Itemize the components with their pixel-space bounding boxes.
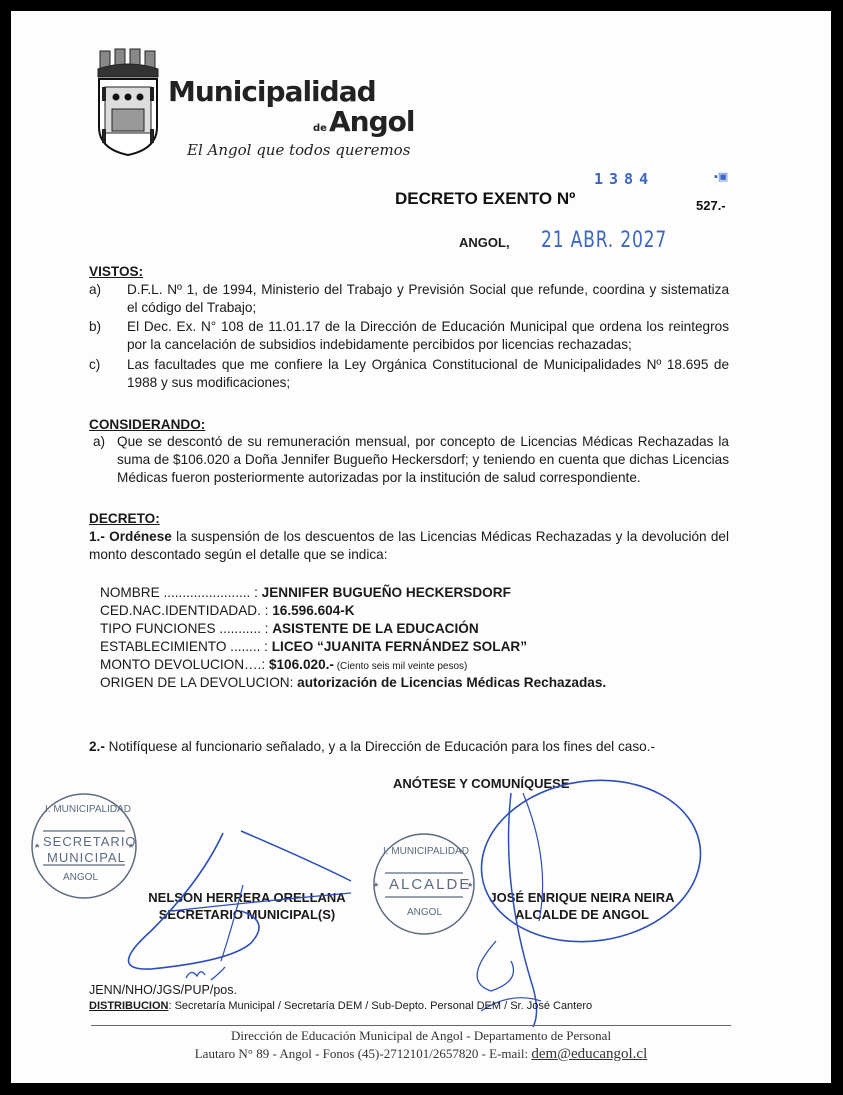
initials-scribble [181, 966, 231, 982]
considerando-heading: CONSIDERANDO: [89, 417, 206, 432]
detail-row-establishment [100, 638, 527, 658]
closing-formula: ANÓTESE Y COMUNÍQUESE [393, 776, 570, 791]
logo-city: Angol [329, 105, 415, 138]
detail-label: ORIGEN DE LA DEVOLUCION: [100, 675, 298, 690]
secretary-name: NELSON HERRERA ORELLANA [148, 890, 346, 905]
decree-stamp-number: 1384 [594, 170, 655, 188]
mayor-seal-mid: ALCALDE [389, 876, 472, 893]
distribution [89, 1000, 592, 1013]
vistos-item-label: b) [89, 319, 102, 334]
vistos-item [89, 281, 729, 317]
detail-label: MONTO DEVOLUCION….: [100, 657, 269, 672]
vistos-item-label: a) [89, 282, 102, 297]
mayor-seal-top: I. MUNICIPALIDAD [383, 846, 469, 857]
footer-rule [91, 1025, 731, 1026]
decree-city: ANGOL, [459, 235, 510, 250]
decreto-point-1 [89, 528, 729, 564]
footer-email-link[interactable]: dem@educangol.cl [531, 1046, 648, 1062]
mayor-seal-bottom: ANGOL [407, 907, 443, 918]
distribution-label: DISTRIBUCION [89, 1000, 169, 1012]
considerando-item-text: Que se descontó de su remuneración mensual, por concepto de Licencias Médicas Rechazadas la suma de $106.020 a Doña Jennifer Bugueño Heckersdorf; y teniendo en cuenta que dichas Licencias Médicas fueron posteriormente autorizadas por la institución de salud correspondiente. [117, 434, 729, 485]
vistos-item-text: El Dec. Ex. N° 108 de 11.01.17 de la Dirección de Educación Municipal que ordena los reintegros por la cancelación de subsidios indebidamente percibidos por licencias rechazadas; [127, 319, 729, 352]
stamp-mark-icon: ▪▣ [714, 171, 729, 183]
vistos-heading: VISTOS: [89, 264, 144, 279]
detail-value: $106.020.- [268, 657, 334, 672]
detail-value: JENNIFER BUGUEÑO HECKERSDORF [261, 585, 511, 600]
point-1-text: la suspensión de los descuentos de las Licencias Médicas Rechazadas y la devolución del monto descontado según el detalle que se indica: [89, 529, 729, 562]
decreto-heading: DECRETO: [89, 511, 160, 526]
secretary-seal-bottom: ANGOL [63, 872, 99, 883]
logo-de: de [313, 123, 327, 134]
detail-row-name [100, 584, 511, 604]
detail-label: NOMBRE ....................... : [100, 585, 262, 600]
footer-address: Lautaro N° 89 - Angol - Fonos (45)-2712101/2657820 - E-mail: [194, 1046, 532, 1061]
point-1-verb: Ordénese [109, 529, 172, 544]
considerando-item-label: a) [93, 434, 106, 449]
detail-value: ASISTENTE DE LA EDUCACIÓN [272, 621, 479, 636]
detail-row-origin [100, 674, 606, 694]
mayor-title: ALCALDE DE ANGOL [515, 907, 649, 922]
logo-title: Municipalidad [168, 75, 376, 108]
detail-label: ESTABLECIMIENTO ........ : [100, 639, 272, 654]
footer-line-1: Dirección de Educación Municipal de Angol - Departamento de Personal [230, 1028, 612, 1043]
detail-row-function [100, 620, 479, 640]
point-2-text: Notifíquese al funcionario señalado, y a la Dirección de Educación para los fines del caso.- [104, 739, 655, 754]
document-page [11, 11, 831, 1083]
point-2-number: 2.- [89, 739, 105, 754]
vistos-item [89, 356, 729, 392]
distribution-text: : Secretaría Municipal / Secretaría DEM / Sub-Depto. Personal DEM / Sr. José Cantero [168, 1000, 593, 1012]
logo-slogan: El Angol que todos queremos [187, 141, 411, 159]
secretary-seal-mid1: SECRETARIO [43, 834, 137, 849]
secretary-signature [111, 821, 371, 1001]
date-stamp: 21 ABR. 2027 [541, 228, 668, 253]
vistos-item-text: Las facultades que me confiere la Ley Orgánica Constitucional de Municipalidades Nº 18.695 de 1988 y sus modificaciones; [127, 357, 729, 390]
vistos-item-label: c) [89, 357, 101, 372]
decreto-point-2 [89, 738, 655, 756]
detail-label: TIPO FUNCIONES ........... : [100, 621, 273, 636]
secretary-title: SECRETARIO MUNICIPAL(S) [158, 907, 336, 922]
detail-value: autorización de Licencias Médicas Rechazadas. [297, 675, 607, 690]
municipal-crest-logo [96, 47, 160, 157]
considerando-item [93, 433, 729, 487]
detail-label: CED.NAC.IDENTIDADAD. : [100, 603, 273, 618]
initials: JENN/NHO/JGS/PUP/pos. [89, 983, 237, 997]
decree-title: DECRETO EXENTO Nº [395, 189, 576, 208]
vistos-item-text: D.F.L. Nº 1, de 1994, Ministerio del Trabajo y Previsión Social que refunde, coordina y sistematiza el código del Trabajo; [127, 282, 729, 315]
point-1-number: 1.- [89, 529, 105, 544]
detail-row-amount [100, 656, 467, 676]
vistos-item [89, 318, 729, 354]
mayor-signature [471, 781, 711, 1031]
secretary-seal-mid2: MUNICIPAL [47, 850, 126, 865]
detail-value: LICEO “JUANITA FERNÁNDEZ SOLAR” [271, 639, 527, 654]
secretary-seal-top: I. MUNICIPALIDAD [45, 804, 131, 815]
detail-note: (Ciento seis mil veinte pesos) [333, 661, 468, 672]
footer-line-2 [11, 1046, 831, 1062]
detail-value: 16.596.604-K [272, 603, 355, 618]
decree-suffix: 527.- [696, 198, 726, 213]
mayor-name: JOSÉ ENRIQUE NEIRA NEIRA [489, 890, 675, 905]
detail-row-id [100, 602, 355, 622]
